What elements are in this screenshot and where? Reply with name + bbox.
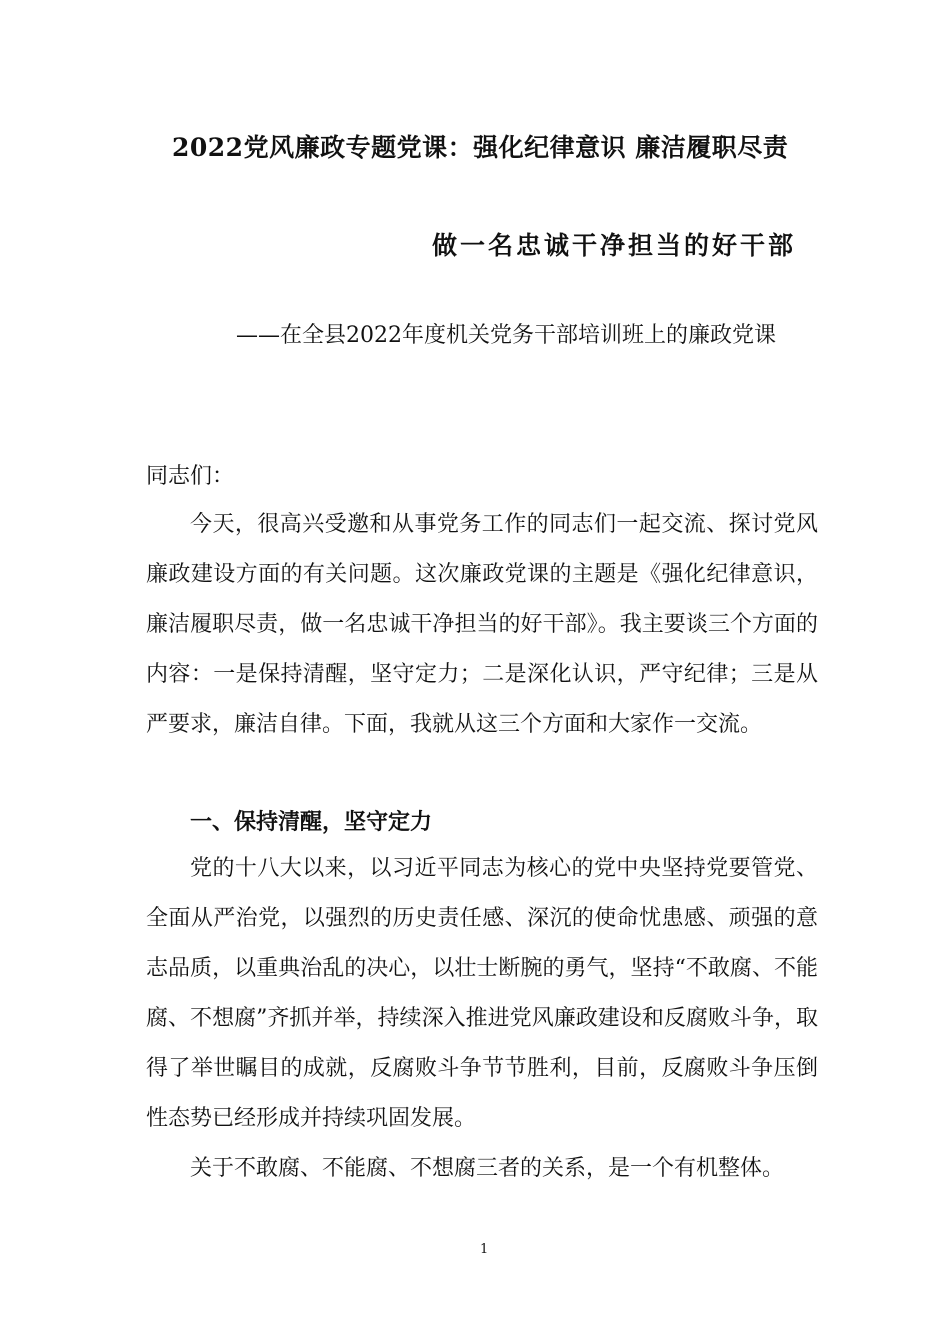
- document-subtitle: ——在全县2022年度机关党务干部培训班上的廉政党课: [236, 323, 776, 348]
- document-title-line-2: 做一名忠诚干净担当的好干部: [432, 231, 797, 260]
- document-title-line-1: 2022党风廉政专题党课：强化纪律意识 廉洁履职尽责: [172, 133, 789, 162]
- paragraph-intro: 今天，很高兴受邀和从事党务工作的同志们一起交流、探讨党风廉政建设方面的有关问题。这次廉政党课的主题是《强化纪律意识，廉洁履职尽责，做一名忠诚干净担当的好干部》。我主要谈三个方面的内容：一是保持清醒，坚守定力；二是深化认识，严守纪律；三是从严要求，廉洁自律。下面，我就从这三个方面和大家作一交流。: [146, 512, 818, 737]
- paragraph-section-1: 党的十八大以来，以习近平同志为核心的党中央坚持党要管党、全面从严治党，以强烈的历史责任感、深沉的使命忧患感、顽强的意志品质，以重典治乱的决心，以壮士断腕的勇气，坚持“不敢腐、不能腐、不想腐”齐抓并举，持续深入推进党风廉政建设和反腐败斗争，取得了举世瞩目的成就，反腐败斗争节节胜利，目前，反腐败斗争压倒性态势已经形成并持续巩固发展。: [146, 856, 818, 1131]
- section-heading-1: 一、保持清醒，坚守定力: [190, 810, 433, 835]
- page-number: 1: [480, 1242, 489, 1257]
- paragraph-relationship: 关于不敢腐、不能腐、不想腐三者的关系，是一个有机整体。: [190, 1156, 785, 1181]
- greeting: 同志们：: [146, 464, 235, 489]
